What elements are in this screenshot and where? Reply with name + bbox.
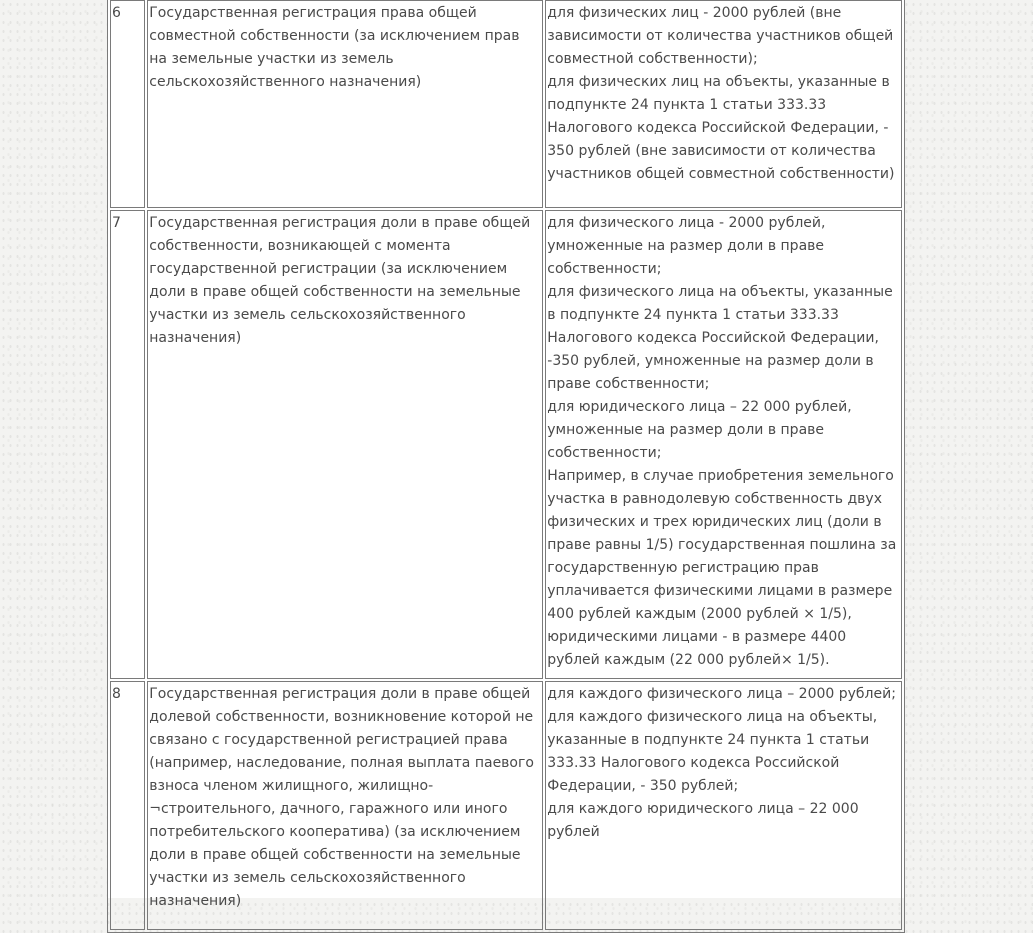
fee-cell [545,681,902,930]
row-number-cell: 8 [110,681,145,930]
fee-line: для каждого физического лица на объекты, указанные в подпункте 24 пункта 1 статьи 333.33 Налогового кодекса Российской Федерации, - 350 рублей; [547,709,878,794]
document-page [107,0,905,909]
fee-line: для юридического лица – 22 000 рублей, умноженные на размер доли в праве собственности; [547,399,852,461]
fee-line: для физического лица на объекты, указанные в подпункте 24 пункта 1 статьи 333.33 Налогового кодекса Российской Федерации, -350 рублей, умноженные на размер доли в праве собственности; [547,284,893,392]
table-row [110,0,902,208]
fee-cell [545,210,902,679]
fee-table [107,0,905,933]
description-cell: Государственная регистрация права общей совместной собственности (за исключением прав на земельные участки из земель сельскохозяйственного назначения) [147,0,543,208]
fee-line: для каждого юридического лица – 22 000 рублей [547,801,859,840]
fee-line: для физических лиц на объекты, указанные в подпункте 24 пункта 1 статьи 333.33 Налогового кодекса Российской Федерации, - 350 рублей (вне зависимости от количества участников общей совместной собственности) [547,74,895,182]
table-row [110,681,902,930]
fee-line: для каждого физического лица – 2000 рублей; [547,686,896,702]
row-number-cell: 7 [110,210,145,679]
fee-example: Например, в случае приобретения земельного участка в равнодолевую собственность двух физических и трех юридических лиц (доли в праве равны 1/5) государственная пошлина за государственную регистрацию прав уплачивается физическими лицами в размере 400 рублей каждым (2000 рублей × 1/5), юридическими лицами - в размере 4400 рублей каждым (22 000 рублей× 1/5). [547,468,897,668]
description-cell: Государственная регистрация доли в праве общей долевой собственности, возникновение которой не связано с государственной регистрацией права (например, наследование, полная выплата паевого взноса членом жилищного, жилищно-¬строительного, дачного, гаражного или иного потребительского кооператива) (за исключением доли в праве общей собственности на земельные участки из земель сельскохозяйственного назначения) [147,681,543,930]
fee-line: для физического лица - 2000 рублей, умноженные на размер доли в праве собственности; [547,215,826,277]
description-cell: Государственная регистрация доли в праве общей собственности, возникающей с момента государственной регистрации (за исключением доли в праве общей собственности на земельные участки из земель сельскохозяйственного назначения) [147,210,543,679]
table-row [110,210,902,679]
row-number-cell: 6 [110,0,145,208]
fee-cell [545,0,902,208]
fee-line: для физических лиц - 2000 рублей (вне зависимости от количества участников общей совместной собственности); [547,5,894,67]
